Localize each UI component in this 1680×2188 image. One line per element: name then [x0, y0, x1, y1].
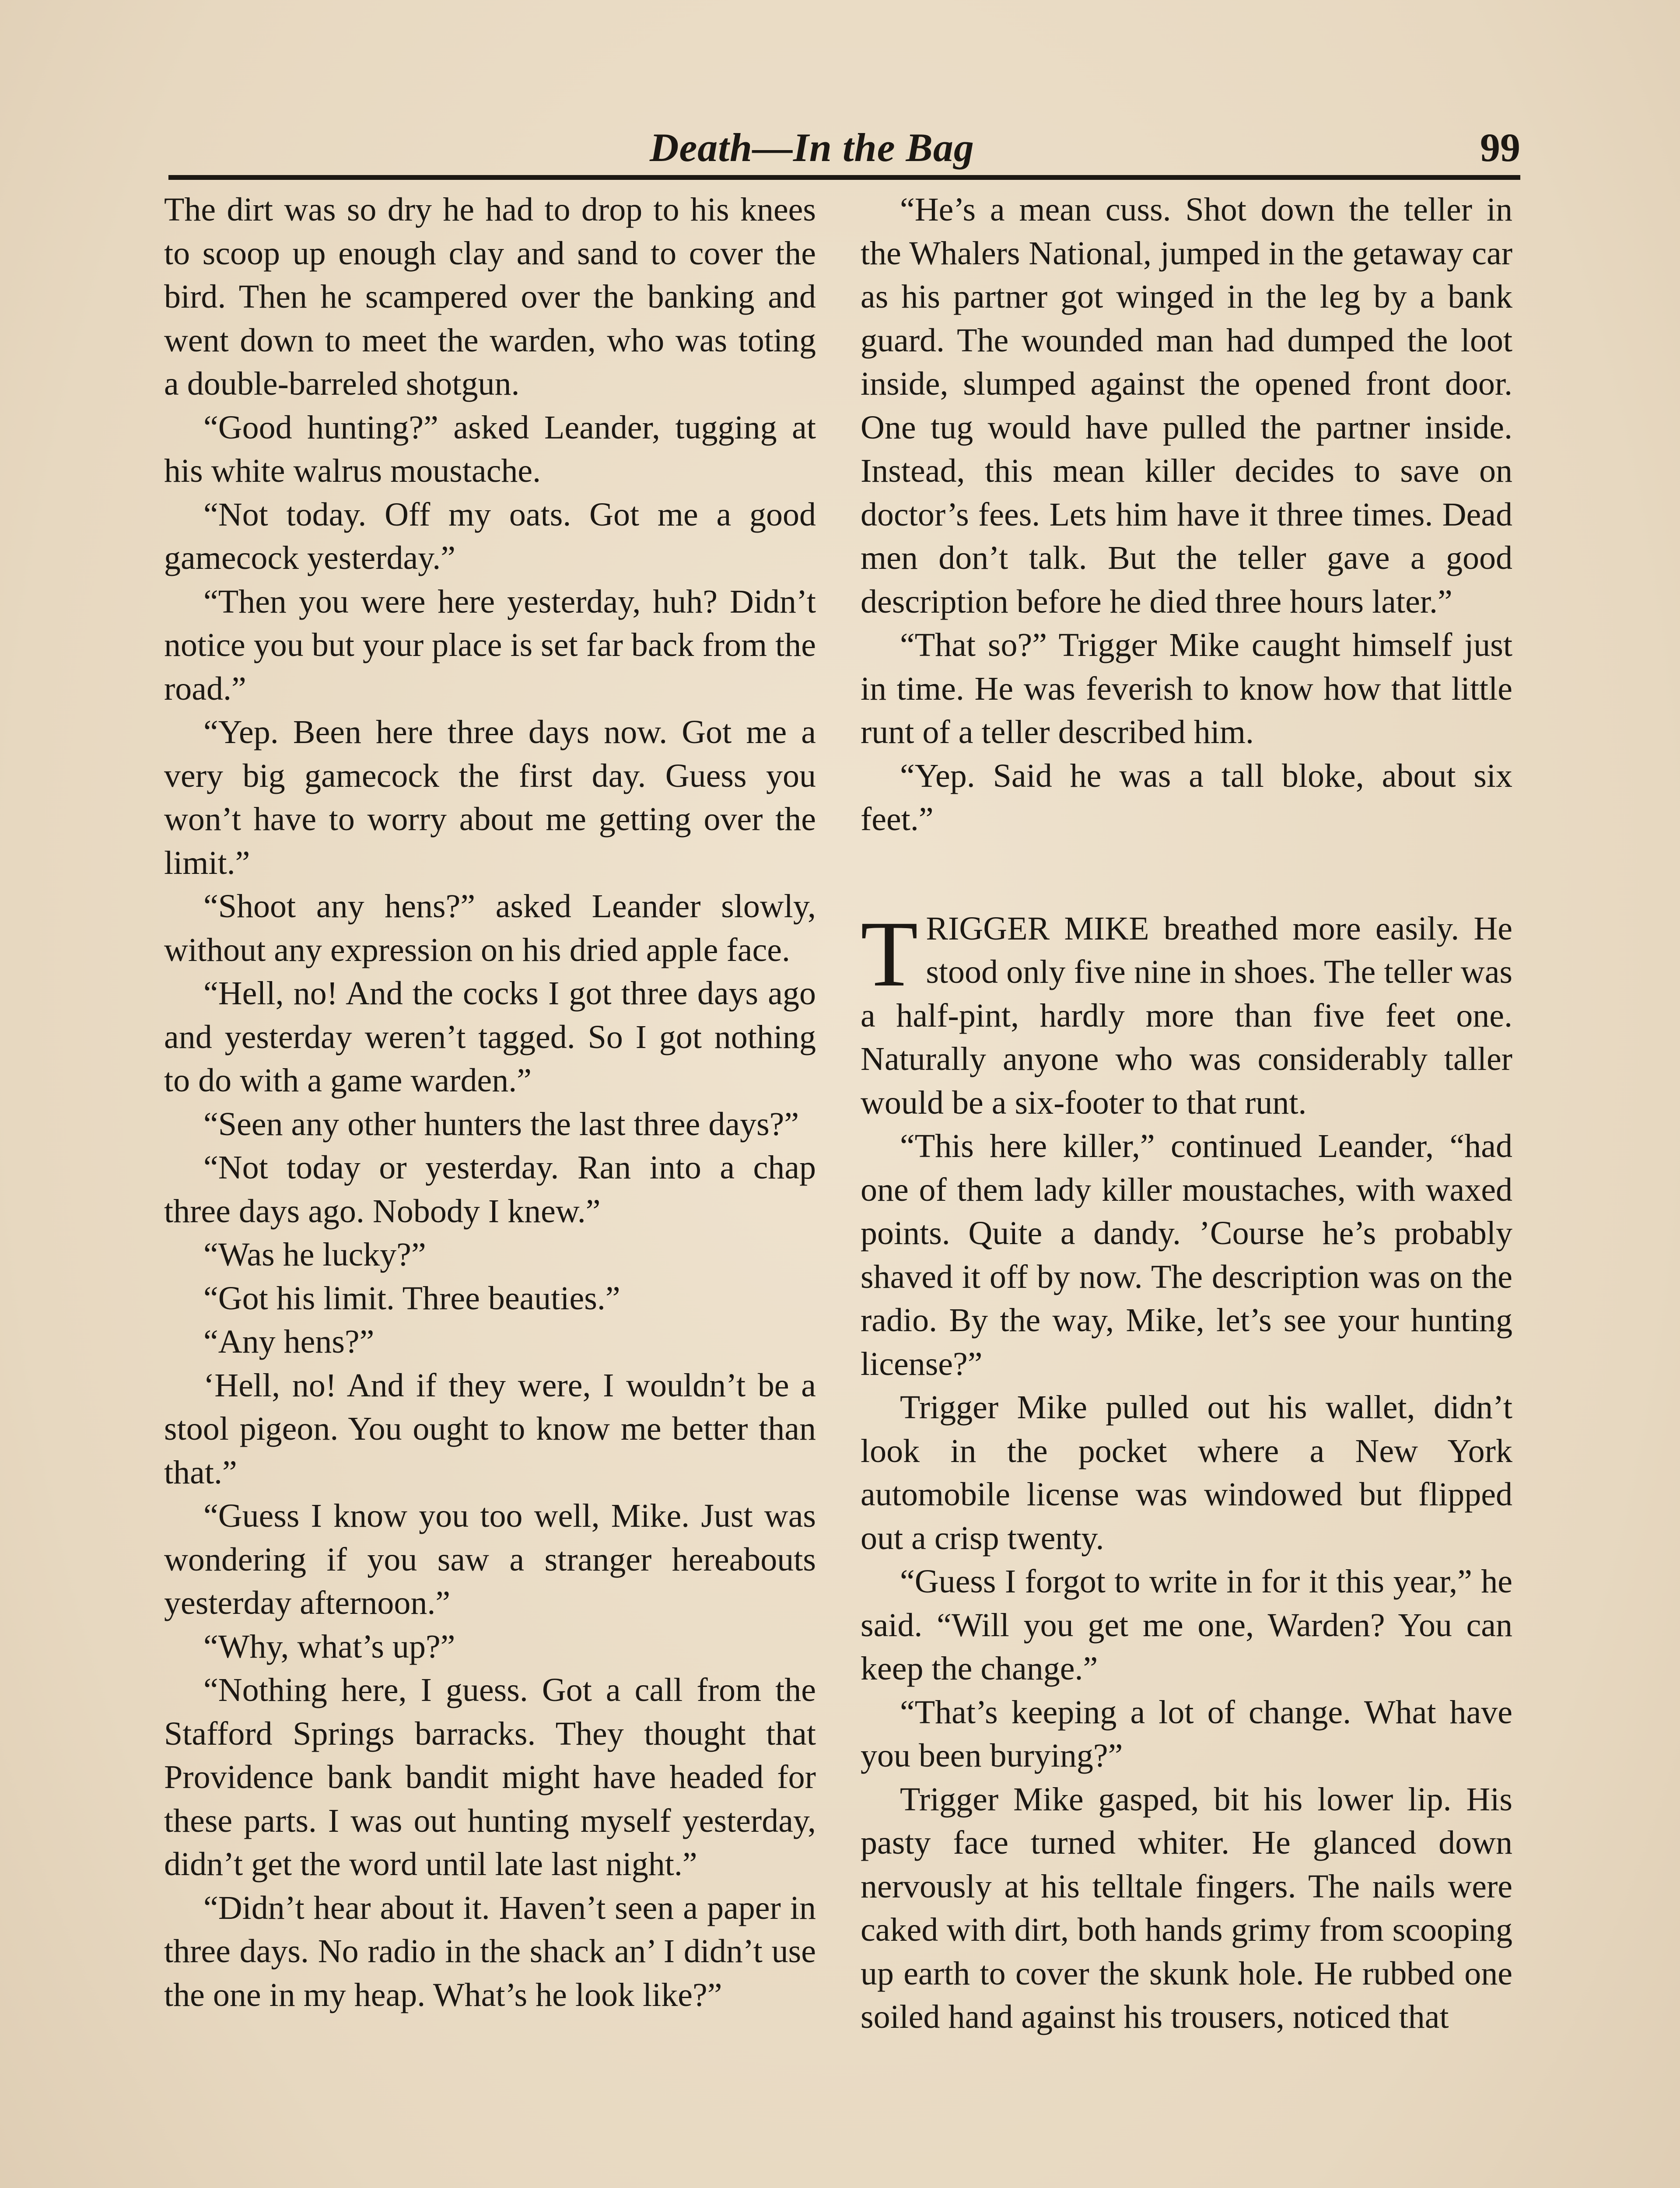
paragraph: The dirt was so dry he had to drop to his knees to scoop up enough clay and sand to cover the bird. Then he scampered over the banking and went down to meet the warden, who was toting a double-barreled shotgun. — [164, 191, 816, 402]
paragraph: “Didn’t hear about it. Haven’t seen a paper in three days. No radio in the shack an’ I didn’t use the one in my heap. What’s he look like?” — [164, 1889, 816, 2013]
paragraph: “Seen any other hunters the last three days?” — [203, 1105, 799, 1143]
paragraph: Trigger Mike pulled out his wallet, didn’t look in the pocket where a New York automobile license was windowed but flipped out a crisp twenty. — [861, 1389, 1512, 1557]
drop-cap: T — [861, 901, 918, 1006]
paragraph: “Not today. Off my oats. Got me a good gamecock yesterday.” — [164, 496, 816, 576]
paragraph: “Hell, no! And the cocks I got three days ago and yesterday weren’t tagged. So I got nothing to do with a game warden.” — [164, 975, 816, 1099]
paragraph: “Shoot any hens?” asked Leander slowly, without any expression on his dried apple face. — [164, 888, 816, 968]
paragraph: “Then you were here yesterday, huh? Didn’t notice you but your place is set far back from the road.” — [164, 583, 816, 707]
paragraph: “Good hunting?” asked Leander, tugging at his white walrus moustache. — [164, 409, 816, 489]
running-title: Death—In the Bag — [650, 125, 974, 170]
left-column — [164, 188, 816, 2017]
paragraph: “He’s a mean cuss. Shot down the teller in the Whalers National, jumped in the getaway car as his partner got winged in the leg by a bank guard. The wounded man had dumped the loot inside, slumped against the opened front door. One tug would have pulled the partner inside. Instead, this mean killer decides to save on doctor’s fees. Lets him have it three times. Dead men don’t talk. But the teller gave a good description before he died three hours later.” — [861, 191, 1512, 620]
lead-in-caps: RIGGER MIKE — [926, 910, 1149, 947]
paragraph: Trigger Mike gasped, bit his lower lip. His pasty face turned whiter. He glanced down nervously at his telltale fingers. The nails were caked with dirt, both hands grimy from scooping up earth to cover the skunk hole. He rubbed one soiled hand against his trousers, noticed that — [861, 1781, 1512, 2035]
paragraph: “Guess I forgot to write in for it this year,” he said. “Will you get me one, Warden? You can keep the change.” — [861, 1563, 1512, 1687]
page-header — [168, 118, 1520, 180]
page-number: 99 — [1480, 125, 1520, 170]
paragraph: “Nothing here, I guess. Got a call from the Stafford Springs barracks. They thought that Providence bank bandit might have headed for these parts. I was out hunting myself yesterday, didn’t get the word until late last night.” — [164, 1672, 816, 1883]
paragraph: “Got his limit. Three beauties.” — [203, 1280, 620, 1317]
paragraph: “Any hens?” — [203, 1323, 374, 1360]
paragraph: “Why, what’s up?” — [203, 1628, 455, 1665]
lead-in-text: breathed more easily. He stood only five nine in shoes. The teller was a half-pint, hardly more than five feet one. Naturally anyone who was considerably taller would be a six-footer to that runt. — [861, 910, 1512, 1121]
paragraph: ‘Hell, no! And if they were, I wouldn’t be a stool pigeon. You ought to know me better than that.” — [164, 1367, 816, 1491]
paragraph: “This here killer,” continued Leander, “had one of them lady killer moustaches, with waxed points. Quite a dandy. ’Course he’s probably shaved it off by now. The description was on the radio. By the way, Mike, let’s see your hunting license?” — [861, 1128, 1512, 1382]
paragraph: “That so?” Trigger Mike caught himself just in time. He was feverish to know how that little runt of a teller described him. — [861, 627, 1512, 750]
section-break — [861, 842, 1512, 907]
paragraph: “Was he lucky?” — [203, 1236, 426, 1273]
paragraph: “Not today or yesterday. Ran into a chap three days ago. Nobody I knew.” — [164, 1149, 816, 1230]
paragraph: “Yep. Said he was a tall bloke, about six feet.” — [861, 757, 1512, 838]
section-opening-paragraph — [861, 901, 1512, 1125]
paragraph: “Guess I know you too well, Mike. Just was wondering if you saw a stranger hereabouts yesterday afternoon.” — [164, 1497, 816, 1621]
right-column — [861, 188, 1512, 2039]
paragraph: “Yep. Been here three days now. Got me a very big gamecock the first day. Guess you won’t have to worry about me getting over the limit.” — [164, 714, 816, 881]
paragraph: “That’s keeping a lot of change. What have you been burying?” — [861, 1694, 1512, 1774]
